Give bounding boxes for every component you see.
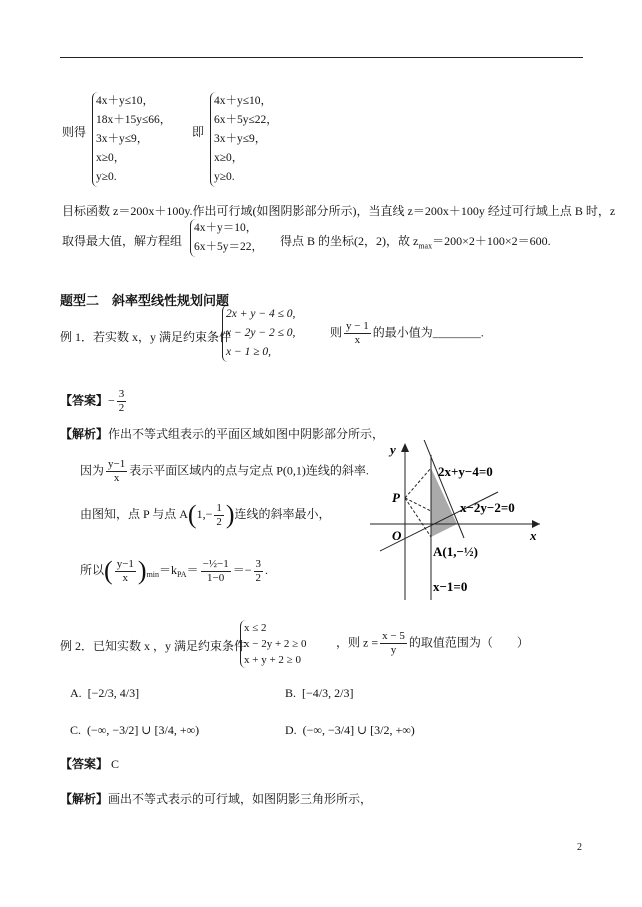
t: ＝k: [159, 562, 178, 577]
section-title: 题型二 斜率型线性规划问题: [60, 293, 230, 308]
ineq: y≥0.: [214, 171, 235, 183]
den: 2: [255, 571, 262, 584]
system-3: [190, 219, 263, 257]
solve-line-b: [280, 232, 551, 250]
t: ，则 z =: [336, 635, 379, 650]
ex1-line3: 所以( $\frac{y-1}{x}$ )$_{min}=k_{PA}=$ $\frac{\text{−½−1}}{1-0}$ ＝− $\frac{3}{2}$ .: [80, 556, 269, 585]
p-label: P: [392, 490, 400, 505]
solve-line-a: 取得最大值，解方程组: [62, 234, 183, 248]
option-a[interactable]: [70, 686, 139, 701]
den: 2: [118, 402, 125, 414]
t: 表示平面区域内的点与定点 P(0,1)连线的斜率.: [129, 463, 369, 478]
origin-label: O: [392, 528, 402, 543]
line1-label: 2x+y−4=0: [438, 464, 493, 479]
t: 连线的斜率最小，: [234, 506, 331, 521]
t: ＝: [186, 562, 199, 577]
sub: min: [146, 570, 160, 580]
system-1: [92, 92, 171, 187]
num: y−1: [116, 557, 134, 570]
ineq: x − 2y − 2 ≤ 0,: [226, 327, 296, 339]
num: 1: [216, 501, 222, 514]
text: 的最小值为________.: [372, 325, 484, 340]
eq: 4x＋y＝10，: [194, 222, 258, 234]
ineq: 18x＋15y≤66，: [96, 114, 172, 126]
ex1-answer: [60, 388, 128, 415]
num: y−1: [108, 458, 126, 470]
option-label: A.: [70, 686, 82, 700]
text: ＝200×2＋100×2＝600.: [432, 234, 551, 248]
sub: max: [418, 241, 433, 251]
ineq: 4x＋y≤10，: [96, 95, 155, 107]
ex2-question: [336, 630, 529, 657]
option-b[interactable]: [285, 686, 353, 701]
text: 画出不等式表示的可行域，如图阴影三角形所示，: [108, 792, 373, 806]
ineq: x − 2y + 2 ≥ 0: [244, 638, 307, 650]
option-text: [−2/3, 4/3]: [87, 686, 140, 700]
text: 作出不等式组表示的平面区域如图中阴影部分所示，: [108, 427, 385, 441]
ex2-answer: [60, 755, 119, 772]
option-text: (−∞, −3/2] ∪ [3/4, +∞): [87, 723, 200, 737]
ex1-prefix: 例 1．若实数 x，y 满足约束条件: [60, 330, 232, 344]
option-c[interactable]: [70, 723, 199, 738]
text-ji: 即: [192, 125, 205, 139]
ineq: y≥0.: [96, 171, 117, 183]
x-label: x: [530, 528, 537, 543]
ex1-line2: 由图知，点 P 与点 A(1,− $\frac{1}{2}$ )连线的斜率最小，: [80, 500, 331, 529]
text-zede: 则得: [62, 125, 87, 139]
answer: C: [111, 757, 120, 771]
line2-label: x−2y−2=0: [460, 500, 515, 515]
option-label: C.: [70, 723, 82, 737]
label: 【解析】: [60, 427, 109, 441]
den: 2: [216, 515, 222, 528]
sub: PA: [177, 570, 187, 580]
ineq: x + y + 2 ≥ 0: [244, 654, 301, 666]
num: y − 1: [346, 320, 369, 332]
ineq: 4x＋y≤10，: [214, 95, 273, 107]
t: .: [265, 562, 269, 577]
option-label: B.: [285, 686, 297, 700]
den: 1−0: [207, 571, 225, 584]
den: x: [113, 472, 120, 484]
t: 1,−: [196, 506, 213, 521]
ex1-system: [222, 305, 295, 362]
num: 3: [118, 388, 125, 400]
eq: 6x＋5y＝22，: [194, 241, 263, 253]
text: 得点 B 的坐标(2，2)，故 z: [280, 234, 419, 248]
system-2: [210, 92, 278, 187]
ineq: x ≤ 2: [244, 622, 267, 634]
sign: −: [108, 393, 115, 408]
t: ＝−: [232, 562, 252, 577]
num: −½−1: [202, 557, 229, 570]
y-label: y: [390, 442, 396, 457]
option-text: [−4/3, 2/3]: [302, 686, 354, 700]
t: 所以: [80, 562, 105, 577]
ex2-prefix: 例 2．已知实数 x ，y 满足约束条件: [60, 639, 247, 653]
t: 因为: [80, 463, 105, 478]
feasible-region-graph: [370, 440, 550, 605]
ineq: x≥0，: [96, 152, 126, 164]
ineq: 3x＋y≤9，: [96, 133, 149, 145]
ex1-line1: [80, 458, 369, 485]
ex1-question: [330, 320, 484, 347]
objective-line: 目标函数 z＝200x＋100y.作出可行域(如图阴影部分所示)，当直线 z＝200x＋100y 经过可行域上点 B 时，z: [62, 204, 616, 218]
y-arrow-icon: [401, 443, 409, 452]
header-rule: [60, 57, 583, 58]
ineq: 2x + y − 4 ≤ 0,: [226, 308, 296, 320]
ineq: 3x＋y≤9，: [214, 133, 267, 145]
label: 【解析】: [60, 792, 109, 806]
den: y: [390, 644, 397, 656]
num: x − 5: [382, 630, 405, 642]
dashed-line: [405, 498, 431, 537]
a-label: A(1,−½): [433, 544, 478, 559]
label: 【答案】: [60, 393, 109, 408]
den: x: [122, 571, 129, 584]
page-number: 2: [577, 842, 582, 853]
ineq: x≥0，: [214, 152, 244, 164]
t: 的取值范围为（ ）: [408, 635, 529, 650]
dashed-line: [405, 468, 431, 498]
ineq: 6x＋5y≤22，: [214, 114, 278, 126]
ex1-analysis: [60, 425, 384, 442]
line3-label: x−1=0: [433, 579, 468, 594]
t: 由图知，点 P 与点 A: [80, 506, 188, 521]
label: 【答案】: [60, 757, 109, 771]
ex2-system: [240, 620, 306, 668]
option-d[interactable]: [285, 723, 415, 738]
ex2-analysis: [60, 790, 372, 807]
option-label: D.: [285, 723, 297, 737]
text: 则: [330, 325, 343, 340]
ineq: x − 1 ≥ 0,: [226, 346, 272, 358]
x-arrow-icon: [532, 520, 540, 528]
num: 3: [255, 557, 262, 570]
den: x: [354, 334, 361, 346]
option-text: (−∞, −3/4] ∪ [3/2, +∞): [302, 723, 415, 737]
